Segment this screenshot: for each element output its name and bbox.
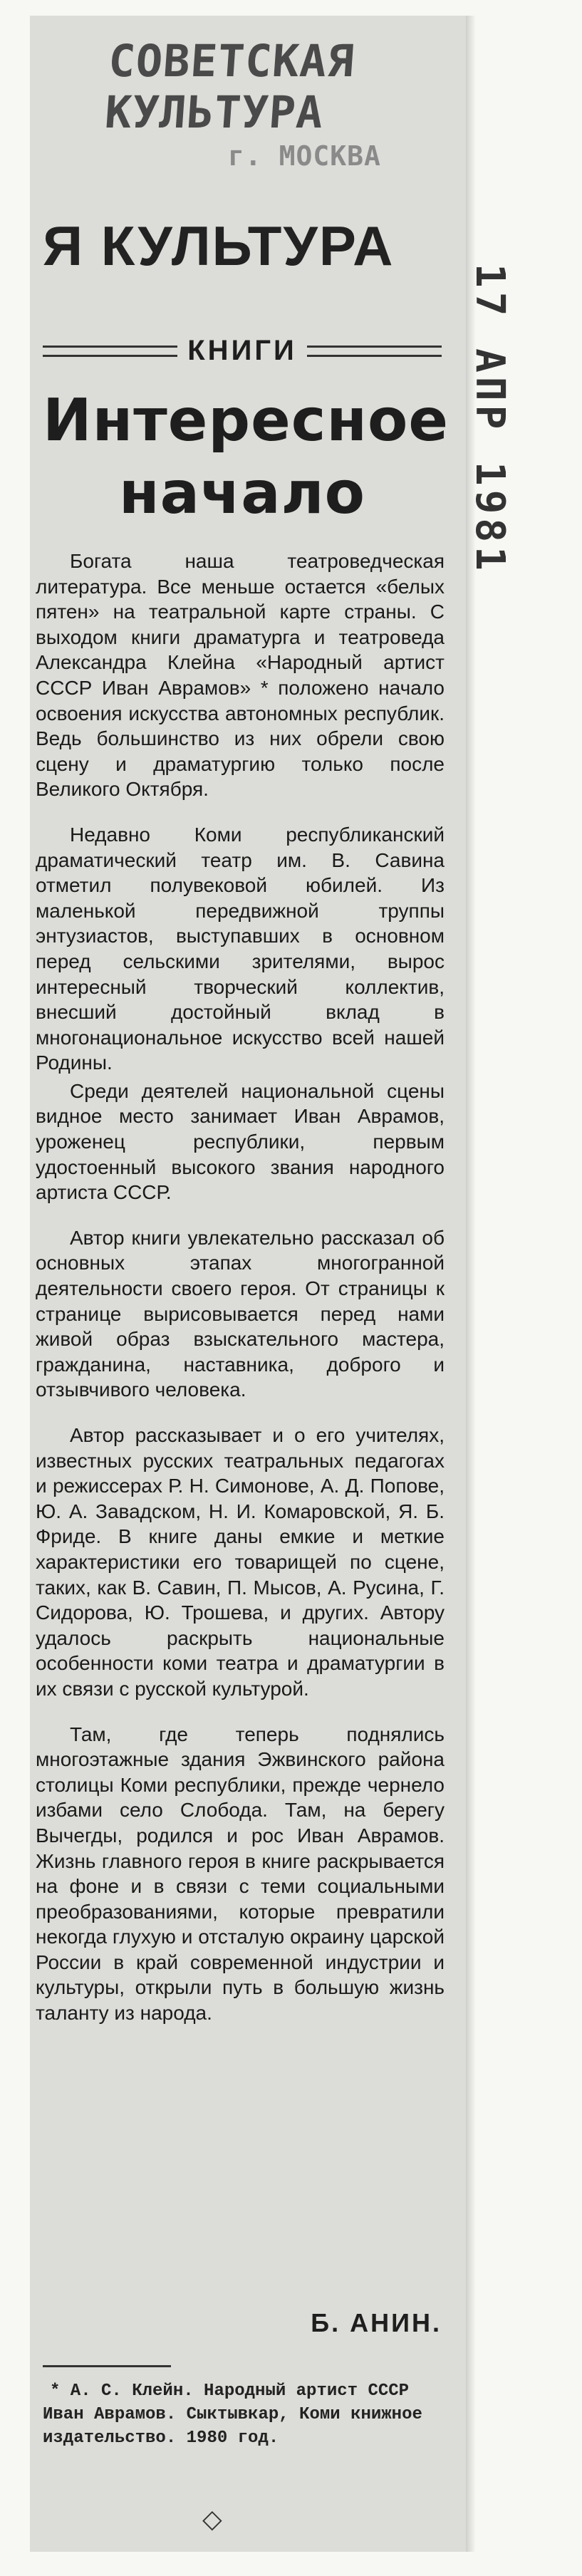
paragraph: Там, где теперь поднялись многоэтажные здания Эжвинского района столицы Коми республики, прежде чернело избами село Слобода. Там, на берегу Вычегды, родился и рос Иван Аврамов. Жизнь главного героя в книге раскрывается на фоне и в связи с теми социальными преобразованиями, которые превратили некогда глухую и отсталую окраину царской России в край современной индустрии и культуры, открыли путь в большую жизнь таланту из народа. <box>36 1723 445 2025</box>
rubric-rule-left <box>43 346 177 357</box>
stamp-city: г. МОСКВА <box>228 140 381 172</box>
article-title-line-2: начало <box>118 459 365 527</box>
date-stamp: 17 АПР 1981 <box>467 264 513 575</box>
section-heading: Я КУЛЬТУРА <box>43 214 395 277</box>
footnote-rule <box>43 2365 171 2367</box>
paragraph: Богата наша театроведческая литература. Все меньше остается «белых пятен» на театральной карте страны. С выходом книги драматурга и театроведа Александра Клейна «Народный артист СССР Иван Аврамов» * положено начало освоения искусства автономных республик. Ведь большинство из них обрели свою сцену и драматургию только после Великого Октября. <box>36 550 445 801</box>
stamp-newspaper-name: СОВЕТСКАЯ КУЛЬТУРА <box>103 35 357 138</box>
author-signature: Б. АНИН. <box>311 2308 442 2337</box>
article-title <box>43 385 449 530</box>
paragraph: Среди деятелей национальной сцены видное место занимает Иван Аврамов, уроженец республики, первым удостоенный высокого звания народного артиста СССР. <box>36 1079 445 1204</box>
paragraph: Автор рассказывает и о его учителях, известных русских театральных педагогах и режиссерах Р. Н. Симонове, А. Д. Попове, Ю. А. Завадском, Н. И. Комаровской, Я. Б. Фриде. В книге даны емкие и меткие характеристики его товарищей по сцене, таких, как В. Савин, П. Мысов, А. Русина, Г. Сидорова, Ю. Трошева, и других. Автору удалось раскрыть национальные особенности коми театра и драматургии в их связи с русской культурой. <box>36 1424 445 1700</box>
newspaper-stamp <box>103 35 506 174</box>
paragraph: Недавно Коми республиканский драматический театр им. В. Савина отметил полувековой юбилей. Из маленькой передвижной труппы энтузиастов, выступавших в основном перед сельскими зрителями, вырос интересный творческий коллектив, внесший достойный вклад в многонациональное искусство всей нашей Родины. <box>36 823 445 1074</box>
article-body <box>36 549 445 2046</box>
rubric-rule-right <box>307 346 442 357</box>
rubric <box>43 335 442 367</box>
diamond-ornament-icon: ◇ <box>202 2505 222 2534</box>
rubric-label: КНИГИ <box>187 335 297 366</box>
article-title-line-1: Интересное <box>43 387 449 455</box>
footnote: * А. С. Клейн. Народный артист СССР Иван Аврамов. Сыктывкар, Коми книжное издательство. 1980 год. <box>43 2382 422 2448</box>
paragraph: Автор книги увлекательно рассказал об основных этапах многогранной деятельности своего героя. От страницы к странице вырисовывается перед нами живой образ взыскательного мастера, гражданина, наставника, доброго и отзывчивого человека. <box>36 1226 445 1401</box>
